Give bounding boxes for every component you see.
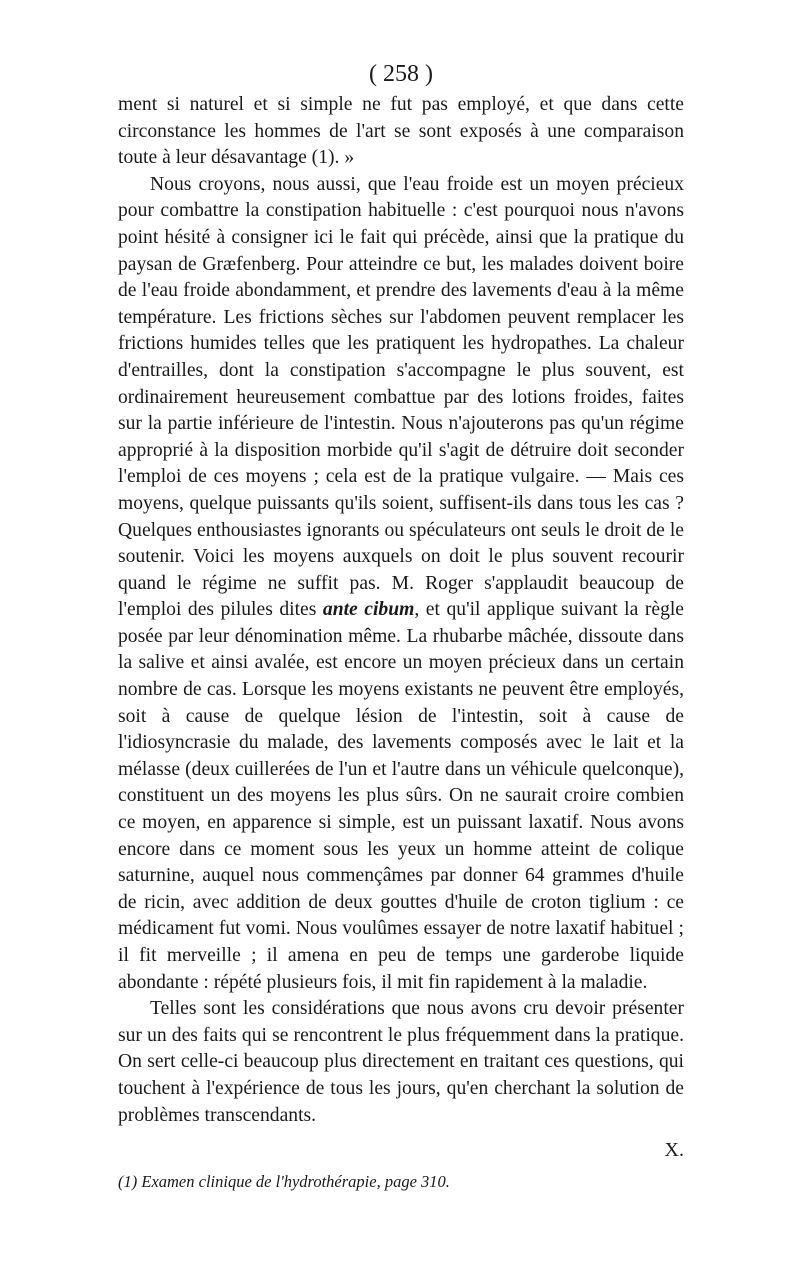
latin-term: ante cibum: [322, 599, 415, 621]
book-page: [118, 58, 684, 1193]
paragraph-text: Telles sont les considérations que nous avons cru devoir présenter sur un des faits qui se rencontrent le plus fréquemment dans la pratique. On sert celle-ci beaucoup plus directement en traitant ces questions, qui touchent à l'expérience de tous les jours, qu'en cherchant la solution de problèmes transcendants.: [118, 998, 684, 1126]
paragraph-text: Nous croyons, nous aussi, que l'eau froide est un moyen précieux pour combattre la constipation habituelle : c'est pourquoi nous n'avons point hésité à consigner ici le fait qui précède, ainsi que la pratique du paysan de Græfenberg. Pour atteindre ce but, les malades doivent boire de l'eau froide abondamment, et prendre des lavements d'eau à la même température. Les frictions sèches sur l'abdomen peuvent remplacer les frictions humides telles que les pratiquent les hydropathes. La chaleur d'entrailles, dont la constipation s'accompagne le plus souvent, est ordinairement heureusement combattue par des lotions froides, faites sur la partie inférieure de l'intestin. Nous n'ajouterons pas qu'un régime approprié à la disposition morbide qu'il s'agit de détruire doit seconder l'emploi de ces moyens ; cela est de la pratique vulgaire. — Mais ces moyens, quelque puissants qu'ils soient, suffisent-ils dans tous les cas ? Quelques enthousiastes ignorants ou spéculateurs ont seuls le droit de le soutenir. Voici les moyens auxquels on doit le plus souvent recourir quand le régime ne suffit pas. M. Roger s'applaudit beaucoup de l'emploi des pilules dites: [118, 173, 684, 621]
paragraph-constipation: [118, 172, 684, 996]
paragraph-text: , et qu'il applique suivant la règle posée par leur dénomination même. La rhubarbe mâchée, dissoute dans la salive et ainsi avalée, est encore un moyen précieux dans un certain nombre de cas. Lorsque les moyens existants ne peuvent être employés, soit à cause de quelque lésion de l'intestin, soit à cause de l'idiosyncrasie du malade, des lavements composés avec le lait et la mélasse (deux cuillerées de l'un et l'autre dans un véhicule quelconque), constituent un des moyens les plus sûrs. On ne saurait croire combien ce moyen, en apparence si simple, est un puissant laxatif. Nous avons encore dans ce moment sous les yeux un homme atteint de colique saturnine, auquel nous commençâmes par donner 64 grammes d'huile de ricin, avec addition de deux gouttes d'huile de croton tiglium : ce médicament fut vomi. Nous voulûmes essayer de notre laxatif habituel ; il fit merveille ; il amena en peu de temps une garderobe liquide abondante : répété plusieurs fois, il mit fin rapidement à la maladie.: [118, 599, 685, 993]
section-number: X.: [664, 1139, 684, 1162]
paragraph-text: ment si naturel et si simple ne fut pas employé, et que dans cette circonstance les hommes de l'art se sont exposés à une comparaison toute à leur désavantage (1). »: [118, 94, 684, 169]
paragraph-continuation: [118, 92, 684, 172]
page-number: ( 258 ): [369, 61, 433, 87]
footnote: (1) Examen clinique de l'hydrothérapie, page 310.: [118, 1172, 450, 1192]
paragraph-conclusion: [118, 996, 684, 1129]
